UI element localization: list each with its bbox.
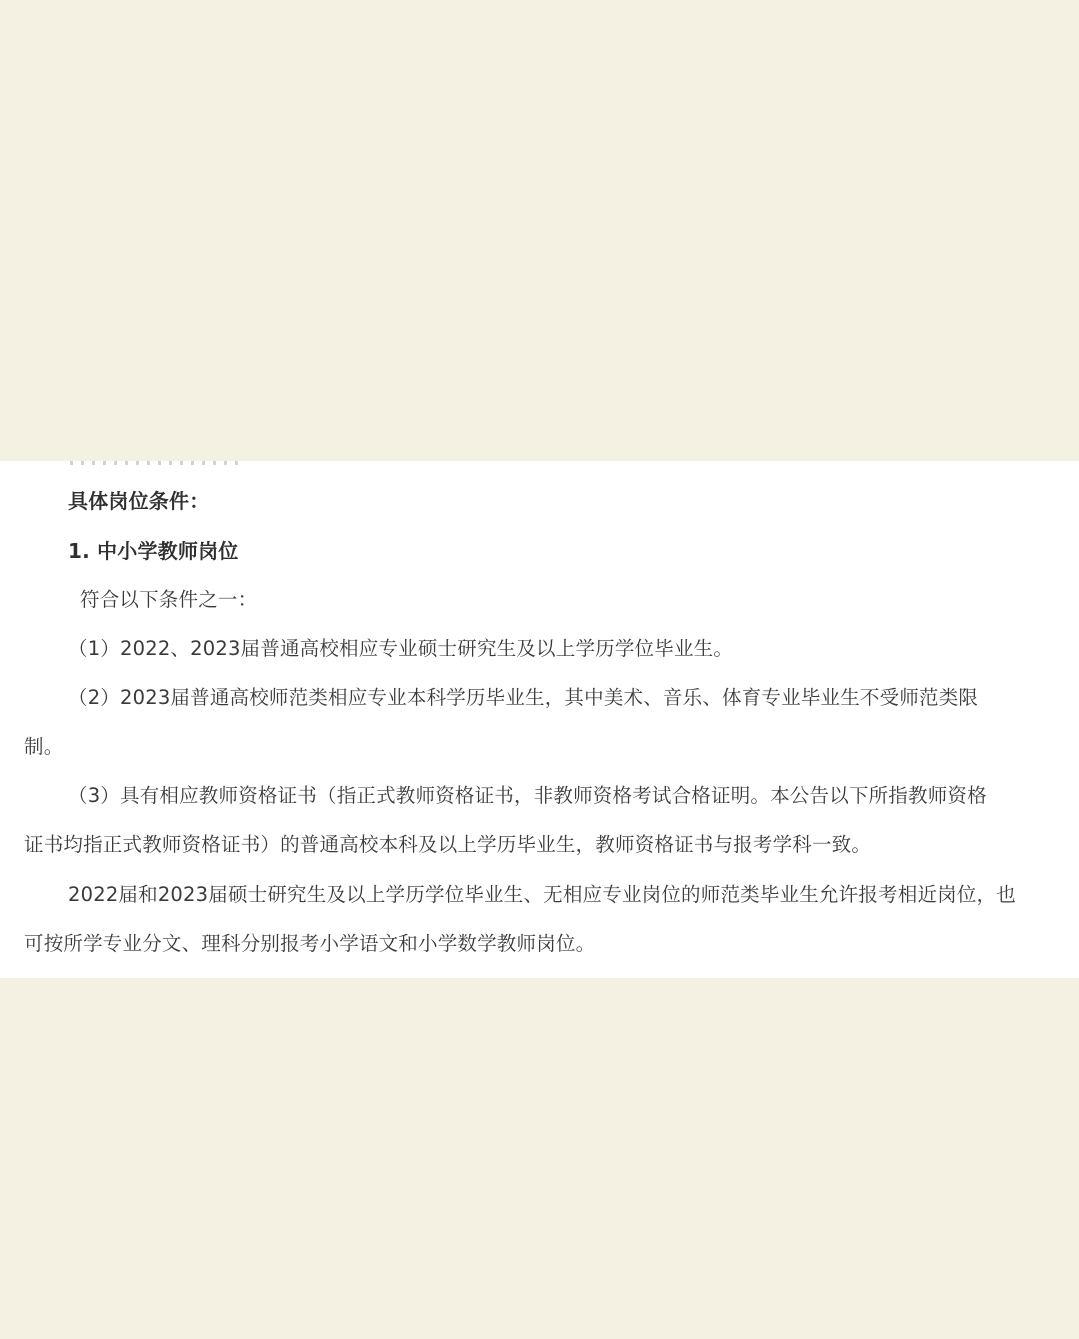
condition-item-3-line-1: （3）具有相应教师资格证书（指正式教师资格证书，非教师资格考试合格证明。本公告以下所指教师资格 [68,784,987,807]
document-card [0,461,1079,978]
note-line-1: 2022届和2023届硕士研究生及以上学历学位毕业生、无相应专业岗位的师范类毕业生允许报考相近岗位，也 [68,883,1016,906]
condition-item-2-line-2: 制。 [24,735,64,758]
condition-item-3-line-2: 证书均指正式教师资格证书）的普通高校本科及以上学历毕业生，教师资格证书与报考学科一致。 [24,833,872,856]
section-title: 具体岗位条件： [68,489,210,513]
cropped-text-line [70,461,240,465]
subsection-title: 1. 中小学教师岗位 [68,539,239,563]
condition-item-2-line-1: （2）2023届普通高校师范类相应专业本科学历毕业生，其中美术、音乐、体育专业毕业生不受师范类限 [68,686,979,709]
note-line-2: 可按所学专业分文、理科分别报考小学语文和小学数学教师岗位。 [24,932,596,955]
condition-item-1: （1）2022、2023届普通高校相应专业硕士研究生及以上学历学位毕业生。 [68,637,734,660]
intro-text: 符合以下条件之一： [80,588,258,611]
